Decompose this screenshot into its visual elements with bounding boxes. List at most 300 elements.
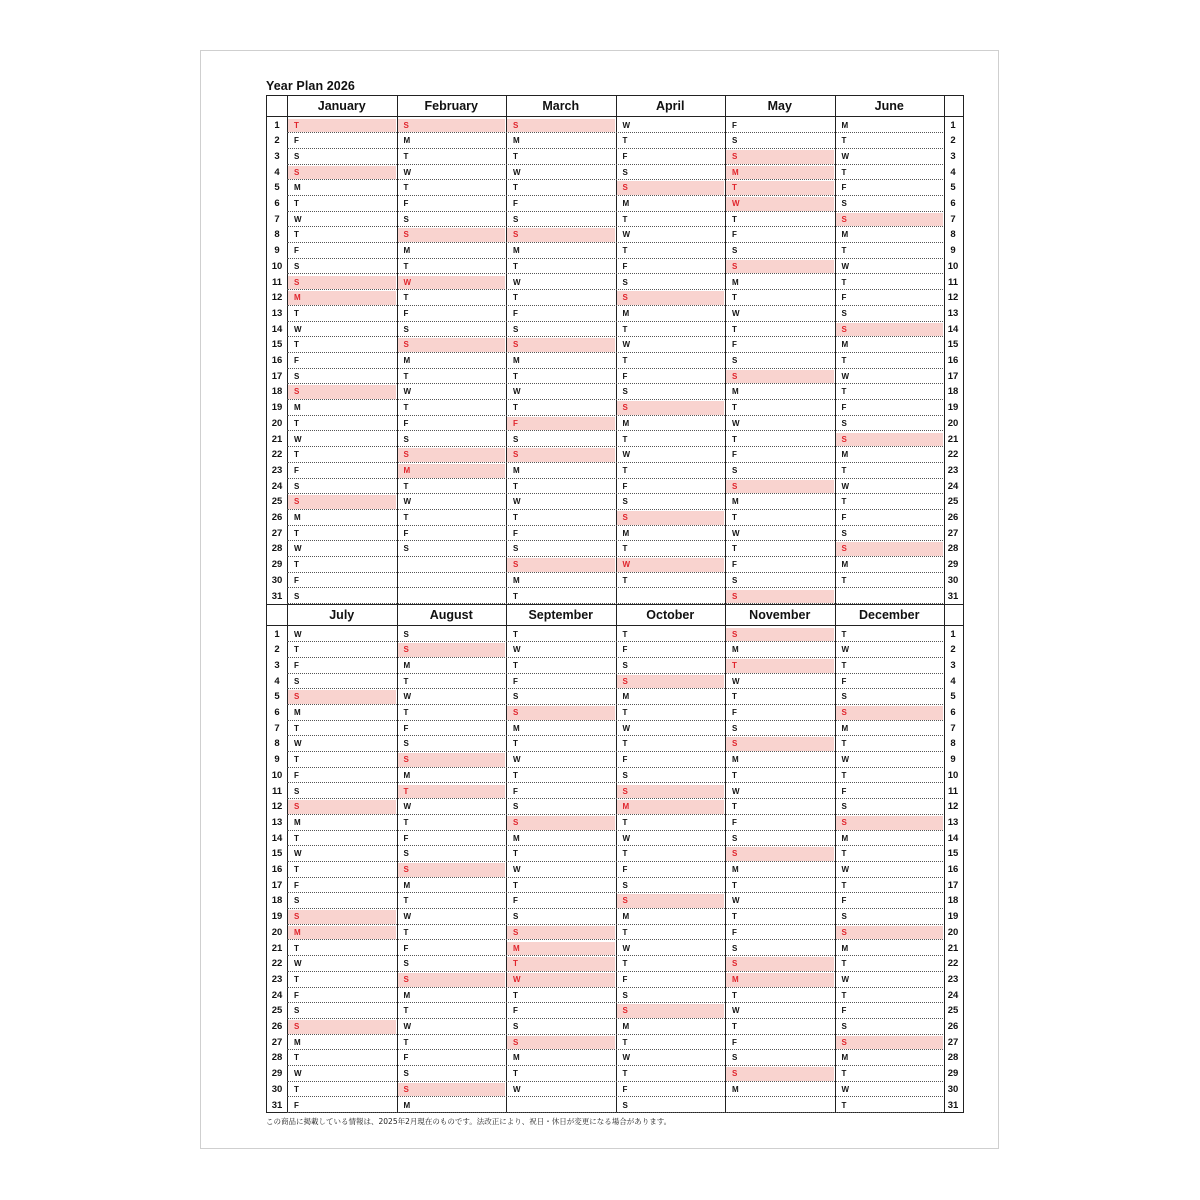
- day-cell: [398, 1098, 506, 1114]
- day-cell: [507, 526, 615, 542]
- day-cell: [836, 463, 944, 479]
- day-cell: [288, 862, 396, 878]
- day-number: 12: [271, 292, 283, 304]
- day-cell: [726, 799, 834, 815]
- weekday-letter: M: [294, 513, 301, 522]
- day-number: 21: [947, 942, 959, 954]
- weekday-letter: T: [513, 371, 518, 381]
- day-row: [267, 118, 963, 134]
- day-cell: [288, 627, 396, 643]
- holiday-highlight: [398, 276, 506, 290]
- holiday-cell: [836, 432, 944, 448]
- weekday-letter: W: [622, 943, 631, 953]
- weekday-letter: T: [403, 151, 409, 161]
- weekday-letter: T: [732, 912, 737, 922]
- weekday-letter: W: [732, 199, 740, 208]
- weekday-letter: W: [841, 865, 850, 874]
- weekday-letter: F: [294, 465, 299, 475]
- weekday-letter: S: [294, 261, 300, 271]
- day-number: 9: [274, 754, 280, 766]
- day-number: 7: [950, 722, 956, 734]
- weekday-letter: T: [841, 880, 847, 890]
- weekday-letter: T: [403, 481, 409, 491]
- holiday-cell: [398, 227, 506, 243]
- day-number: 25: [947, 1005, 959, 1017]
- weekday-letter: T: [841, 739, 847, 749]
- holiday-highlight: [288, 276, 396, 290]
- weekday-letter: M: [841, 450, 849, 460]
- day-cell: [617, 1066, 725, 1082]
- day-cell: [836, 196, 944, 212]
- holiday-cell: [398, 784, 506, 800]
- weekday-letter: S: [294, 371, 300, 381]
- weekday-letter: T: [732, 1022, 737, 1031]
- holiday-highlight: [288, 690, 396, 704]
- day-cell: [836, 1082, 944, 1098]
- day-cell: [507, 196, 615, 212]
- weekday-letter: W: [513, 974, 521, 984]
- weekday-letter: S: [732, 136, 738, 146]
- day-cell: [398, 432, 506, 448]
- weekday-letter: T: [732, 513, 737, 522]
- weekday-letter: S: [841, 324, 847, 334]
- weekday-letter: S: [294, 277, 300, 287]
- weekday-letter: W: [403, 497, 412, 507]
- day-number: 21: [271, 942, 283, 954]
- day-cell: [398, 925, 506, 941]
- day-number: 31: [947, 590, 959, 602]
- weekday-letter: F: [294, 1100, 299, 1110]
- day-cell: [398, 400, 506, 416]
- holiday-highlight: [726, 181, 834, 195]
- day-cell: [617, 416, 725, 432]
- day-cell: [726, 432, 834, 448]
- holiday-highlight: [398, 338, 506, 352]
- day-row: [267, 862, 963, 878]
- day-number: 24: [947, 480, 959, 492]
- day-number: 17: [271, 370, 283, 382]
- weekday-letter: M: [732, 645, 739, 655]
- day-row: [267, 196, 963, 212]
- weekday-letter: S: [513, 1037, 519, 1047]
- day-cell: [507, 988, 615, 1004]
- holiday-cell: [288, 275, 396, 291]
- day-cell: [288, 180, 396, 196]
- day-cell: [507, 494, 615, 510]
- weekday-letter: F: [732, 230, 737, 240]
- day-number: 12: [947, 292, 959, 304]
- day-cell: [507, 432, 615, 448]
- day-cell: [617, 988, 725, 1004]
- weekday-letter: T: [732, 802, 737, 812]
- day-cell: [617, 642, 725, 658]
- month-header: December: [859, 608, 920, 622]
- day-cell: [617, 705, 725, 721]
- weekday-letter: W: [622, 450, 631, 460]
- day-cell: [726, 705, 834, 721]
- weekday-letter: W: [513, 645, 521, 655]
- weekday-letter: W: [513, 1084, 521, 1094]
- holiday-highlight: [288, 166, 396, 180]
- day-cell: [726, 862, 834, 878]
- day-cell: [726, 118, 834, 134]
- holiday-highlight: [726, 957, 834, 971]
- weekday-letter: S: [403, 544, 409, 554]
- holiday-cell: [398, 752, 506, 768]
- weekday-letter: T: [622, 324, 628, 334]
- weekday-letter: W: [732, 308, 740, 318]
- holiday-cell: [288, 165, 396, 181]
- day-cell: [398, 705, 506, 721]
- holiday-cell: [726, 627, 834, 643]
- day-cell: [507, 479, 615, 495]
- weekday-letter: F: [403, 833, 409, 843]
- weekday-letter: W: [513, 277, 521, 287]
- day-row: [267, 400, 963, 416]
- day-number: 31: [947, 1099, 959, 1111]
- weekday-letter: T: [403, 927, 409, 937]
- day-cell: [398, 180, 506, 196]
- day-cell: [836, 799, 944, 815]
- holiday-highlight: [726, 973, 834, 987]
- holiday-highlight: [288, 495, 396, 509]
- weekday-letter: S: [841, 308, 847, 318]
- weekday-letter: S: [732, 465, 738, 475]
- weekday-letter: T: [513, 513, 518, 522]
- weekday-letter: W: [294, 739, 302, 749]
- day-number: 30: [947, 574, 959, 586]
- holiday-cell: [617, 799, 725, 815]
- day-row: [267, 557, 963, 573]
- weekday-letter: W: [294, 544, 302, 554]
- day-cell: [617, 165, 725, 181]
- day-row: [267, 815, 963, 831]
- weekday-letter: T: [841, 629, 847, 639]
- day-number: 9: [274, 245, 280, 257]
- weekday-letter: T: [622, 1069, 628, 1079]
- day-cell: [288, 846, 396, 862]
- holiday-cell: [288, 689, 396, 705]
- weekday-letter: F: [622, 974, 628, 984]
- holiday-highlight: [507, 417, 615, 431]
- day-cell: [617, 1050, 725, 1066]
- weekday-letter: T: [294, 645, 299, 655]
- day-number: 14: [947, 832, 959, 844]
- day-cell: [617, 118, 725, 134]
- day-number: 5: [274, 691, 280, 703]
- day-number: 19: [947, 402, 959, 414]
- day-cell: [836, 243, 944, 259]
- day-cell: [398, 988, 506, 1004]
- day-cell: [836, 941, 944, 957]
- weekday-letter: T: [841, 1069, 847, 1079]
- weekday-letter: T: [403, 786, 409, 796]
- day-cell: [617, 133, 725, 149]
- day-row: [267, 721, 963, 737]
- holiday-cell: [617, 893, 725, 909]
- weekday-letter: W: [841, 1084, 850, 1094]
- day-row: [267, 337, 963, 353]
- day-cell: [398, 1050, 506, 1066]
- day-cell: [398, 909, 506, 925]
- weekday-letter: S: [622, 497, 628, 507]
- day-number: 15: [271, 848, 283, 860]
- day-number: 20: [271, 417, 283, 429]
- day-cell: [398, 149, 506, 165]
- weekday-letter: S: [622, 676, 628, 686]
- day-cell: [288, 674, 396, 690]
- weekday-letter: M: [841, 120, 849, 130]
- weekday-letter: F: [732, 817, 737, 827]
- day-cell: [726, 721, 834, 737]
- weekday-letter: S: [732, 591, 738, 601]
- day-row: [267, 909, 963, 925]
- day-cell: [836, 494, 944, 510]
- day-number: 12: [947, 801, 959, 813]
- day-cell: [836, 642, 944, 658]
- weekday-letter: S: [403, 974, 409, 984]
- day-row: [267, 689, 963, 705]
- weekday-letter: F: [841, 786, 847, 796]
- weekday-letter: T: [294, 865, 299, 874]
- weekday-letter: T: [622, 465, 628, 475]
- weekday-letter: W: [513, 497, 521, 507]
- weekday-letter: T: [403, 1006, 409, 1016]
- day-number: 19: [271, 402, 283, 414]
- day-number: 2: [274, 135, 280, 147]
- holiday-cell: [398, 447, 506, 463]
- weekday-letter: S: [841, 708, 847, 717]
- holiday-cell: [726, 369, 834, 385]
- day-number: 6: [950, 198, 956, 209]
- weekday-letter: T: [513, 481, 518, 491]
- month-header: October: [646, 608, 695, 622]
- weekday-letter: F: [622, 645, 628, 655]
- day-number: 17: [947, 370, 959, 382]
- day-number: 28: [271, 1052, 283, 1064]
- weekday-letter: F: [513, 786, 518, 796]
- day-cell: [836, 416, 944, 432]
- weekday-letter: S: [841, 528, 847, 538]
- day-cell: [836, 290, 944, 306]
- day-number: 22: [947, 958, 959, 970]
- weekday-letter: S: [513, 340, 519, 350]
- day-cell: [288, 133, 396, 149]
- day-cell: [507, 909, 615, 925]
- day-cell: [507, 322, 615, 338]
- day-cell: [507, 165, 615, 181]
- holiday-cell: [398, 642, 506, 658]
- weekday-letter: S: [622, 660, 628, 670]
- weekday-letter: W: [841, 261, 850, 271]
- holiday-highlight: [507, 1036, 615, 1050]
- weekday-letter: F: [732, 120, 737, 130]
- holiday-highlight: [507, 448, 615, 462]
- holiday-highlight: [617, 511, 725, 525]
- day-number: 29: [947, 559, 959, 571]
- weekday-letter: F: [622, 151, 628, 161]
- weekday-letter: M: [622, 692, 630, 702]
- day-cell: [836, 384, 944, 400]
- day-cell: [726, 642, 834, 658]
- weekday-letter: T: [513, 990, 518, 1000]
- weekday-letter: T: [294, 120, 299, 130]
- day-number: 24: [947, 989, 959, 1001]
- weekday-letter: T: [732, 214, 737, 224]
- day-cell: [726, 768, 834, 784]
- day-cell: [398, 815, 506, 831]
- holiday-cell: [507, 815, 615, 831]
- day-cell: [398, 196, 506, 212]
- weekday-letter: T: [294, 230, 299, 240]
- day-number: 18: [947, 895, 959, 907]
- day-row: [267, 674, 963, 690]
- weekday-letter: T: [403, 817, 409, 827]
- weekday-letter: T: [403, 513, 409, 522]
- weekday-letter: T: [622, 849, 628, 859]
- weekday-letter: S: [513, 324, 519, 334]
- weekday-letter: T: [294, 528, 299, 538]
- weekday-letter: W: [732, 1006, 740, 1016]
- day-row: [267, 306, 963, 322]
- weekday-letter: W: [622, 1053, 631, 1063]
- holiday-highlight: [288, 385, 396, 399]
- day-cell: [836, 878, 944, 894]
- weekday-letter: F: [403, 418, 409, 428]
- holiday-cell: [288, 494, 396, 510]
- day-number: 29: [271, 559, 283, 571]
- weekday-letter: F: [513, 1006, 518, 1016]
- holiday-cell: [507, 447, 615, 463]
- weekday-letter: M: [622, 199, 630, 208]
- holiday-cell: [726, 180, 834, 196]
- holiday-highlight: [617, 785, 725, 799]
- holiday-cell: [507, 972, 615, 988]
- day-cell: [617, 941, 725, 957]
- day-cell: [726, 494, 834, 510]
- weekday-letter: T: [403, 183, 409, 193]
- day-cell: [617, 658, 725, 674]
- day-number: 4: [274, 166, 280, 178]
- day-cell: [398, 1003, 506, 1019]
- day-row: [267, 768, 963, 784]
- weekday-letter: F: [403, 308, 409, 318]
- calendar-first-half: [266, 95, 964, 605]
- weekday-letter: S: [732, 1069, 738, 1079]
- day-cell: [288, 988, 396, 1004]
- day-cell: [398, 941, 506, 957]
- day-cell: [617, 196, 725, 212]
- weekday-letter: T: [841, 167, 847, 177]
- weekday-letter: M: [513, 723, 520, 733]
- day-row: [267, 479, 963, 495]
- weekday-letter: W: [732, 418, 740, 428]
- weekday-letter: F: [513, 528, 518, 538]
- day-number: 5: [950, 182, 956, 194]
- holiday-highlight: [726, 150, 834, 164]
- day-number: 15: [947, 339, 959, 351]
- day-cell: [398, 878, 506, 894]
- day-cell: [398, 510, 506, 526]
- day-row: [267, 831, 963, 847]
- day-cell: [398, 1035, 506, 1051]
- weekday-letter: S: [513, 802, 519, 812]
- day-number: 11: [271, 785, 283, 797]
- holiday-highlight: [288, 926, 396, 940]
- holiday-cell: [726, 956, 834, 972]
- day-cell: [507, 1082, 615, 1098]
- holiday-cell: [398, 275, 506, 291]
- weekday-letter: T: [841, 1100, 847, 1110]
- weekday-letter: M: [841, 833, 849, 843]
- weekday-letter: F: [622, 1084, 628, 1094]
- day-row: [267, 893, 963, 909]
- day-row: [267, 384, 963, 400]
- weekday-letter: T: [403, 1037, 409, 1047]
- day-number: 22: [271, 958, 283, 970]
- weekday-letter: W: [732, 676, 740, 686]
- holiday-cell: [398, 337, 506, 353]
- holiday-cell: [398, 118, 506, 134]
- day-cell: [507, 290, 615, 306]
- weekday-letter: W: [403, 692, 412, 702]
- weekday-letter: M: [513, 1053, 520, 1063]
- day-number: 16: [271, 355, 283, 366]
- day-cell: [507, 133, 615, 149]
- weekday-letter: S: [403, 849, 409, 859]
- day-cell: [398, 259, 506, 275]
- weekday-letter: T: [622, 817, 628, 827]
- weekday-letter: W: [622, 340, 631, 350]
- day-cell: [288, 642, 396, 658]
- day-cell: [836, 149, 944, 165]
- weekday-letter: S: [403, 324, 409, 334]
- weekday-letter: M: [403, 356, 411, 365]
- weekday-letter: W: [513, 755, 521, 765]
- weekday-letter: T: [841, 990, 847, 1000]
- weekday-letter: T: [841, 277, 847, 287]
- day-cell: [726, 1019, 834, 1035]
- day-cell: [617, 736, 725, 752]
- weekday-letter: F: [841, 676, 847, 686]
- holiday-highlight: [398, 1083, 506, 1097]
- day-cell: [288, 337, 396, 353]
- holiday-cell: [617, 784, 725, 800]
- weekday-letter: S: [403, 645, 409, 655]
- day-cell: [836, 447, 944, 463]
- weekday-letter: S: [513, 817, 519, 827]
- day-cell: [836, 689, 944, 705]
- weekday-letter: S: [622, 403, 628, 413]
- day-cell: [398, 306, 506, 322]
- day-row: [267, 1066, 963, 1082]
- day-cell: [617, 384, 725, 400]
- weekday-letter: M: [403, 1100, 411, 1110]
- holiday-highlight: [726, 628, 834, 642]
- day-cell: [507, 893, 615, 909]
- holiday-highlight: [507, 926, 615, 940]
- day-row: [267, 941, 963, 957]
- holiday-highlight: [398, 753, 506, 767]
- weekday-letter: T: [841, 849, 847, 859]
- weekday-letter: T: [294, 755, 299, 765]
- day-cell: [726, 988, 834, 1004]
- weekday-letter: T: [732, 692, 737, 702]
- day-cell: [288, 541, 396, 557]
- day-number: 23: [947, 973, 959, 985]
- weekday-letter: W: [732, 786, 740, 796]
- day-cell: [617, 463, 725, 479]
